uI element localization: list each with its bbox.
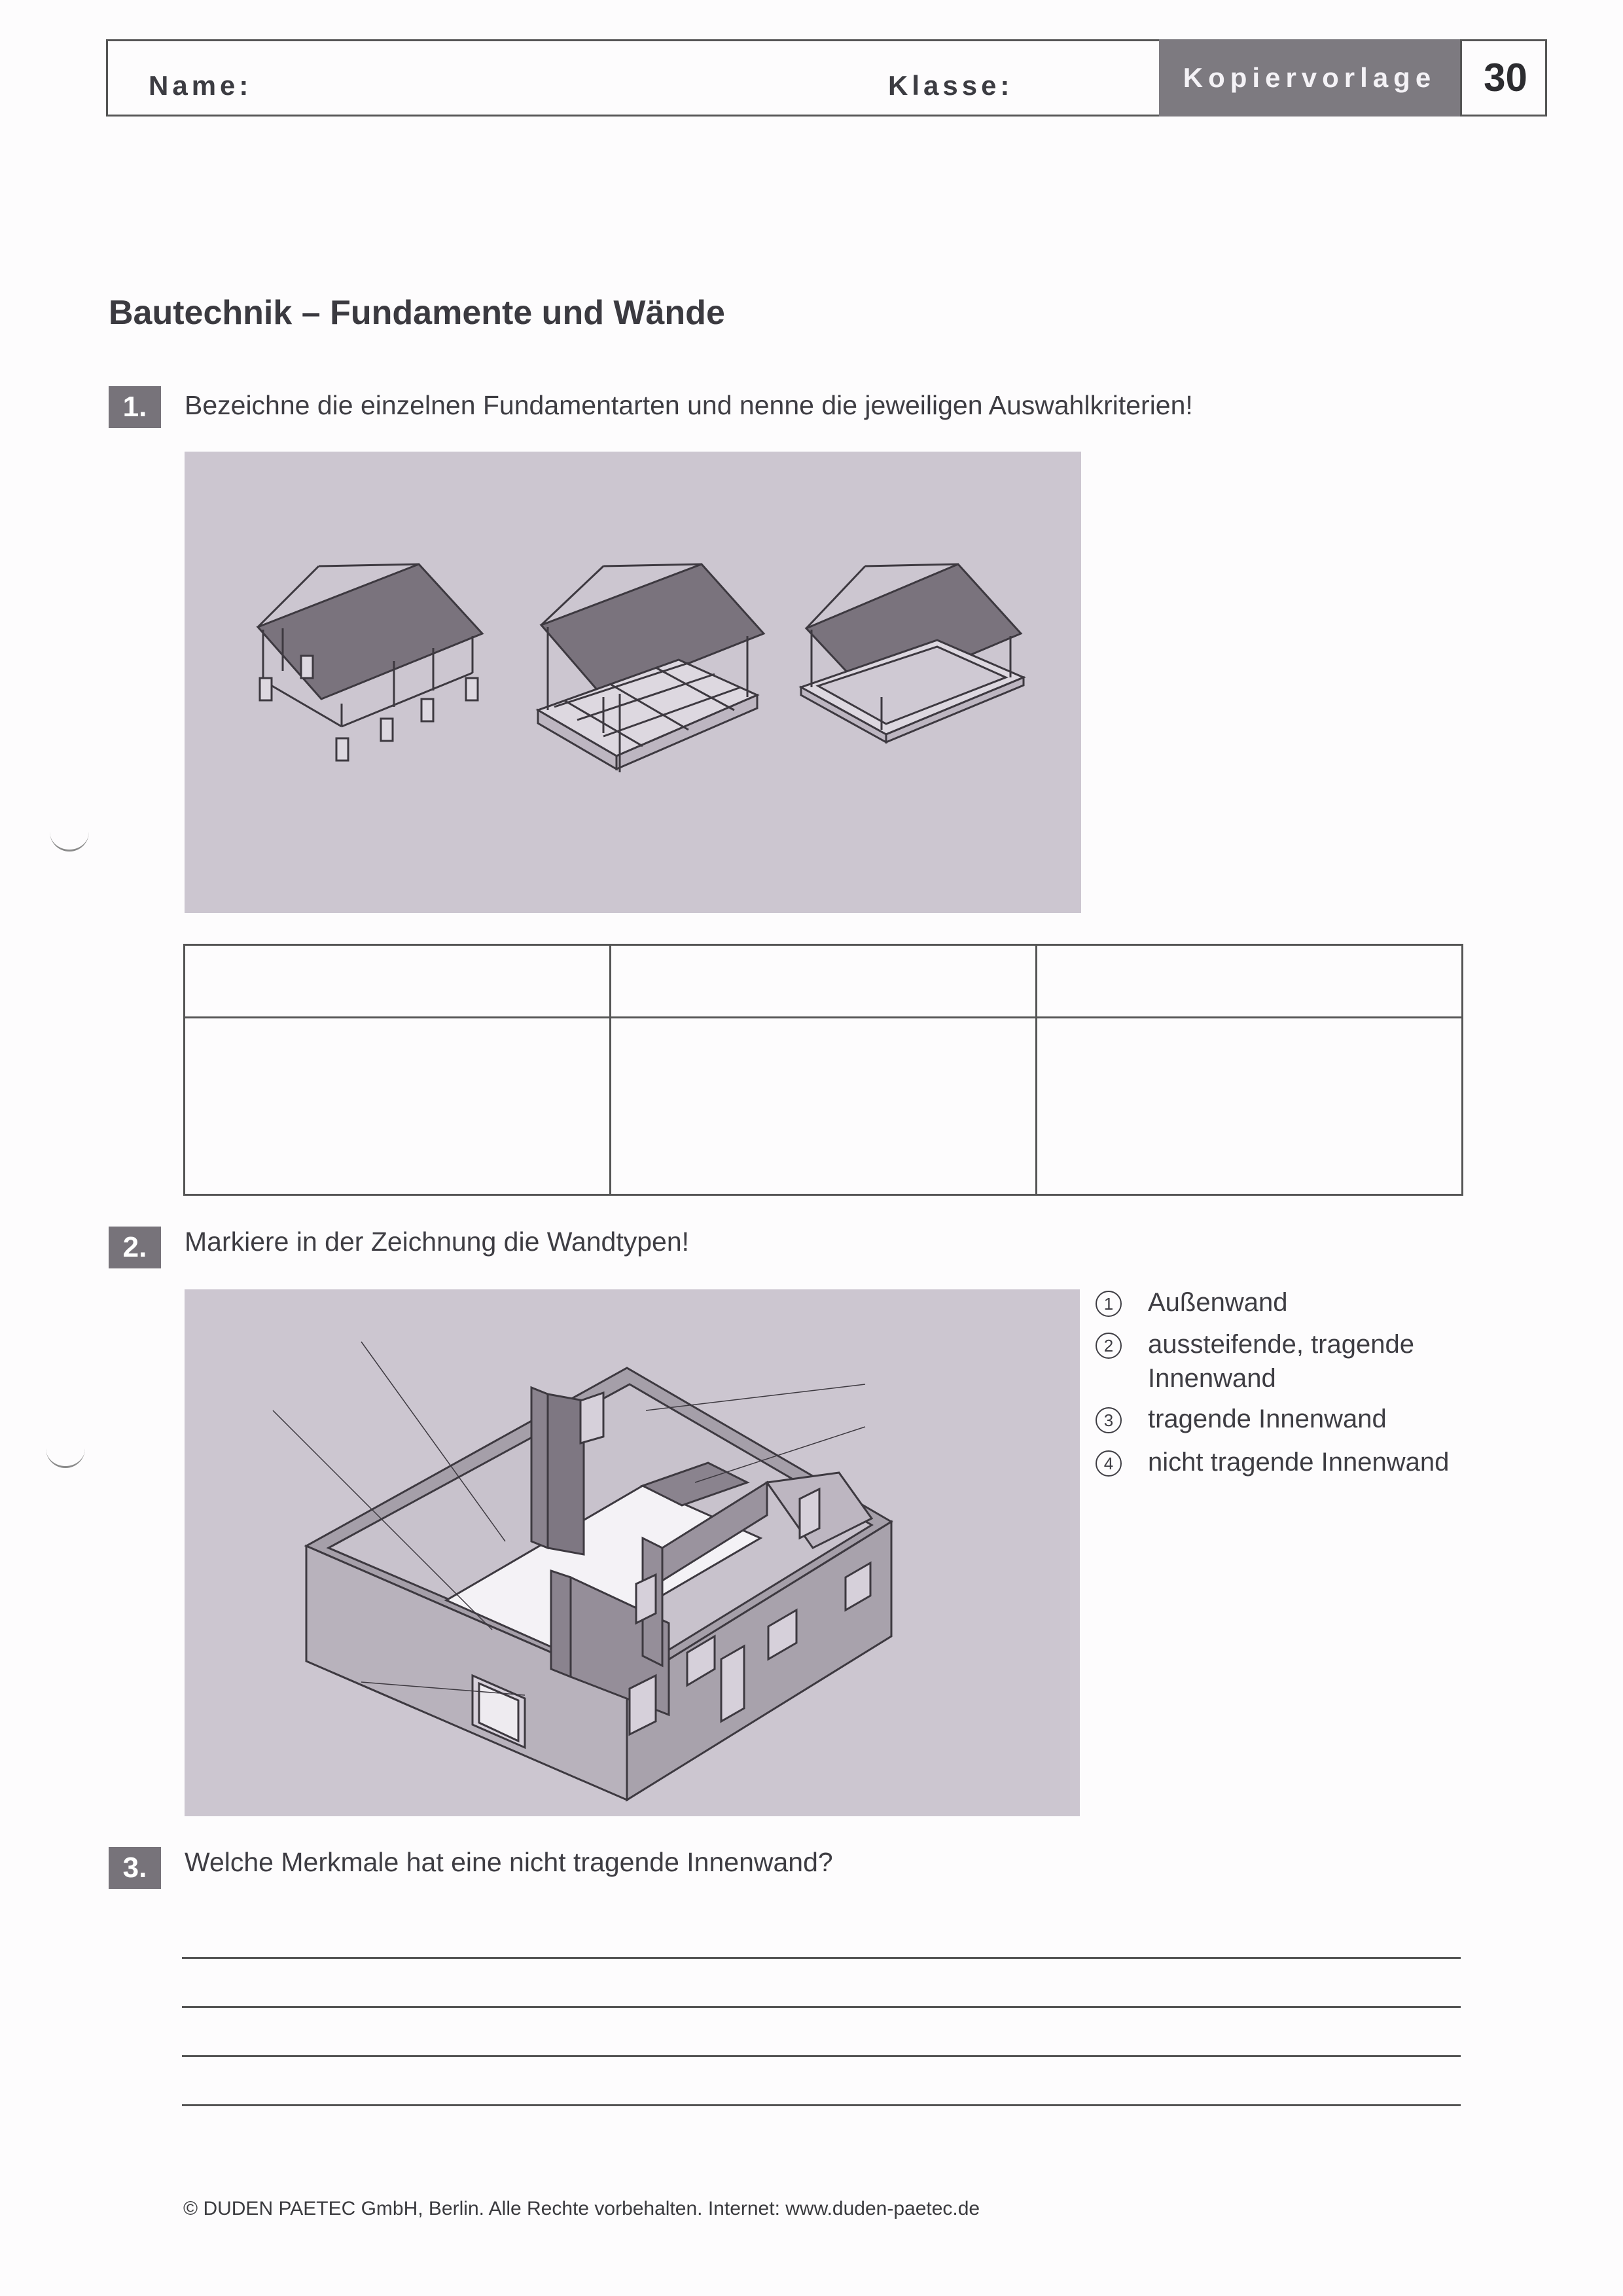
punch-hole-mark	[50, 830, 89, 852]
house-single-footings	[258, 564, 482, 761]
foundation-types-figure	[185, 452, 1081, 913]
table-cell[interactable]	[611, 1018, 1037, 1195]
copyright-footer: © DUDEN PAETEC GmbH, Berlin. Alle Rechte vorbehalten. Internet: www.duden-paetec.de	[183, 2198, 980, 2219]
class-label: Klasse:	[888, 70, 1014, 101]
legend-label-4: nicht tragende Innenwand	[1148, 1448, 1450, 1477]
table-cell[interactable]	[185, 945, 611, 1018]
answer-line[interactable]	[182, 2055, 1461, 2057]
foundation-illustration	[185, 452, 1081, 913]
legend-item-1	[1096, 1288, 1287, 1318]
legend-label-2-continued: Innenwand	[1148, 1364, 1276, 1393]
legend-label-3: tragende Innenwand	[1148, 1405, 1387, 1433]
task-3-number: 3.	[109, 1847, 161, 1889]
table-cell[interactable]	[611, 945, 1037, 1018]
task-2-text: Markiere in der Zeichnung die Wandtypen!	[185, 1227, 690, 1257]
answer-line[interactable]	[182, 1957, 1461, 1959]
legend-number-2: 2	[1096, 1333, 1122, 1359]
legend-number-3: 3	[1096, 1407, 1122, 1433]
table-cell[interactable]	[1037, 1018, 1463, 1195]
house-slab-foundation	[801, 564, 1024, 742]
legend-item-3	[1096, 1405, 1387, 1434]
page-number: 30	[1484, 56, 1527, 99]
name-label: Name:	[149, 70, 253, 101]
page-number-box	[1460, 39, 1549, 117]
copy-template-label: Kopiervorlage	[1183, 62, 1436, 93]
legend-label-2: aussteifende, tragende	[1148, 1330, 1414, 1359]
task-1-number: 1.	[109, 386, 161, 428]
legend-item-2	[1096, 1330, 1414, 1359]
answer-line[interactable]	[182, 2104, 1461, 2106]
wall-types-figure	[185, 1289, 1080, 1816]
task-2-number: 2.	[109, 1227, 161, 1268]
legend-number-4: 4	[1096, 1450, 1122, 1477]
worksheet-header	[106, 39, 1547, 117]
punch-hole-mark	[46, 1446, 85, 1468]
table-cell[interactable]	[1037, 945, 1463, 1018]
table-cell[interactable]	[185, 1018, 611, 1195]
answer-line[interactable]	[182, 2006, 1461, 2008]
page-title: Bautechnik – Fundamente und Wände	[109, 294, 725, 332]
legend-label-1: Außenwand	[1148, 1288, 1288, 1317]
task-1-text: Bezeichne die einzelnen Fundamentarten und nenne die jeweiligen Auswahlkriterien!	[185, 390, 1193, 420]
copy-template-badge	[1159, 39, 1460, 117]
task-3-text: Welche Merkmale hat eine nicht tragende Innenwand?	[185, 1847, 833, 1877]
house-floorplan-illustration	[185, 1289, 1080, 1816]
legend-item-4	[1096, 1448, 1449, 1477]
house-strip-foundation	[538, 564, 764, 772]
legend-number-1: 1	[1096, 1291, 1122, 1317]
foundation-answer-table	[183, 944, 1463, 1196]
